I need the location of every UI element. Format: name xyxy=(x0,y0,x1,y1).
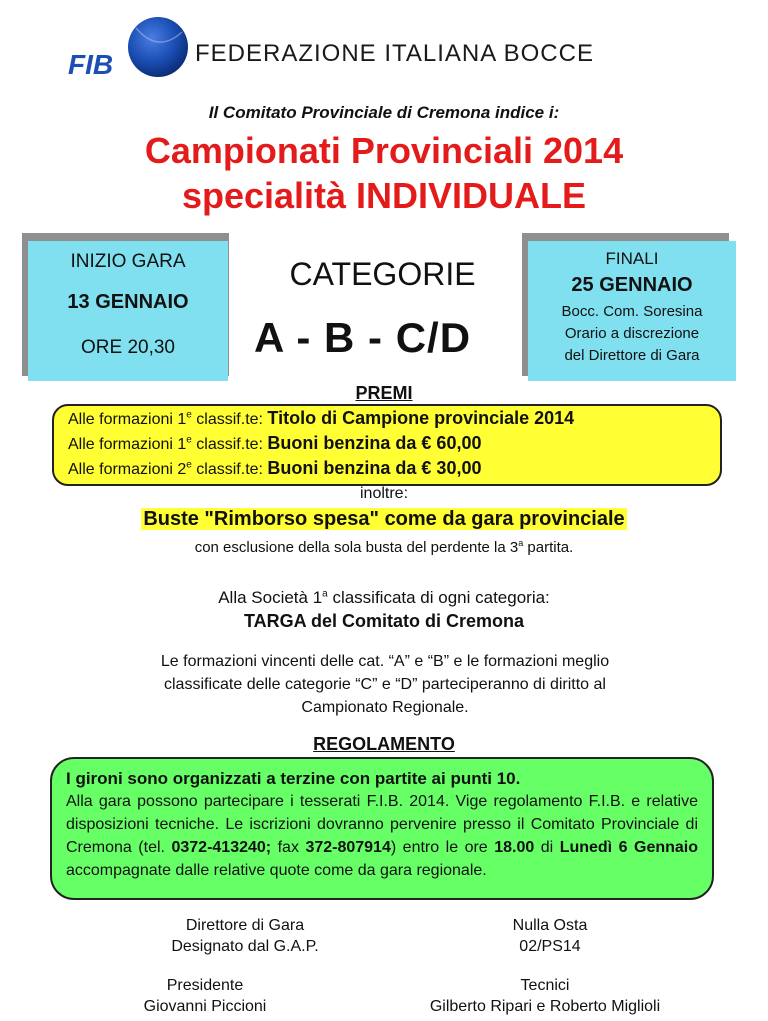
logo-text: FIB xyxy=(68,49,114,80)
rules-deadline-time: 18.00 xyxy=(494,839,535,856)
president-title: Presidente xyxy=(166,977,244,994)
also-text: inoltre: xyxy=(359,485,409,502)
rules-fax: 372-807914 xyxy=(305,839,391,856)
rules-phone: 0372-413240; xyxy=(171,839,272,856)
prize-value: Buoni benzina da € 30,00 xyxy=(267,458,482,478)
prize-sup: e xyxy=(186,459,192,471)
qualification-line1: Le formazioni vincenti delle cat. “A” e “B” e le formazioni meglio xyxy=(160,653,610,670)
qualification-line2: classificate delle categorie “C” e “D” parteciperanno di diritto al xyxy=(164,676,606,693)
exclusion-pre: con esclusione della sola busta del perdente la 3 xyxy=(194,539,519,556)
society-line xyxy=(0,588,768,608)
start-box xyxy=(28,241,228,381)
categories-values: A - B - C/D xyxy=(253,314,472,361)
prize-value: Titolo di Campione provinciale 2014 xyxy=(267,408,575,428)
permit-code: 02/PS14 xyxy=(519,938,581,955)
qualification-line3: Campionato Regionale. xyxy=(301,699,469,716)
president-signature xyxy=(80,975,330,1017)
technicians-signature xyxy=(380,975,710,1017)
exclusion-line xyxy=(0,538,768,556)
rules-heading: REGOLAMENTO xyxy=(313,734,455,754)
exclusion-post: partita. xyxy=(523,539,574,556)
society-award: TARGA del Comitato di Cremona xyxy=(243,611,524,631)
society-post: classificata di ogni categoria: xyxy=(327,588,550,607)
rules-body-1: Alla gara possono partecipare i tesserati F.I.B. 2014. Vige regolamento F.I.B. e relative disposizioni tecniche. Le iscrizioni dovranno pervenire presso il Comitato Provinciale di Cremona (tel. xyxy=(66,793,698,856)
prize-prefix: Alle formazioni 1 xyxy=(68,411,187,428)
prizes-box xyxy=(52,404,722,486)
categories-label: CATEGORIE xyxy=(289,256,476,292)
start-label: INIZIO GARA xyxy=(70,251,186,272)
start-date: 13 GENNAIO xyxy=(67,291,189,313)
rules-body xyxy=(66,790,698,882)
technicians-title: Tecnici xyxy=(520,977,570,994)
prize-row xyxy=(68,408,574,429)
prize-prefix: Alle formazioni 1 xyxy=(68,436,187,453)
prize-suffix: classif.te: xyxy=(191,411,268,428)
finals-venue: Bocc. Com. Soresina xyxy=(561,303,703,320)
intro-text: Il Comitato Provinciale di Cremona indice i: xyxy=(208,103,560,122)
technicians-names: Gilberto Ripari e Roberto Miglioli xyxy=(429,998,661,1015)
president-name: Giovanni Piccioni xyxy=(143,998,267,1015)
fib-logo xyxy=(58,14,198,84)
envelopes-highlight: Buste "Rimborso spesa" come da gara provinciale xyxy=(143,508,625,530)
prize-row xyxy=(68,458,481,479)
rules-body-3: ) entro le ore xyxy=(390,839,495,856)
rules-deadline-day: Lunedì 6 Gennaio xyxy=(559,839,699,856)
rules-box xyxy=(50,757,714,900)
finals-schedule-line2: del Direttore di Gara xyxy=(564,347,700,364)
director-name: Designato dal G.A.P. xyxy=(171,938,319,955)
permit-signature xyxy=(430,915,670,957)
prize-suffix: classif.te: xyxy=(191,436,268,453)
prize-sup: e xyxy=(186,434,192,446)
main-title: Campionati Provinciali 2014 xyxy=(144,130,624,171)
exclusion-sup: a xyxy=(518,538,524,548)
society-sup: a xyxy=(322,588,328,600)
prize-prefix: Alle formazioni 2 xyxy=(68,461,187,478)
envelopes-line xyxy=(0,508,768,531)
prize-row xyxy=(68,433,481,454)
bocce-ball-icon xyxy=(58,14,198,84)
qualification-text xyxy=(90,650,680,719)
rules-lead: I gironi sono organizzati a terzine con partite ai punti 10. xyxy=(66,769,521,788)
director-signature xyxy=(120,915,370,957)
main-subtitle: specialità INDIVIDUALE xyxy=(181,175,587,216)
prize-suffix: classif.te: xyxy=(191,461,268,478)
finals-box xyxy=(528,241,736,381)
prize-sup: e xyxy=(186,409,192,421)
director-title: Direttore di Gara xyxy=(185,917,305,934)
prizes-heading: PREMI xyxy=(355,383,413,403)
organization-name: FEDERAZIONE ITALIANA BOCCE xyxy=(195,40,594,67)
rules-body-5: accompagnate dalle relative quote come da gara regionale. xyxy=(66,862,487,879)
permit-title: Nulla Osta xyxy=(512,917,588,934)
society-pre: Alla Società 1 xyxy=(218,588,323,607)
finals-schedule-line1: Orario a discrezione xyxy=(564,325,700,342)
finals-date: 25 GENNAIO xyxy=(571,274,693,296)
start-time: ORE 20,30 xyxy=(81,337,175,358)
finals-label: FINALI xyxy=(605,249,659,268)
prize-value: Buoni benzina da € 60,00 xyxy=(267,433,482,453)
rules-body-4: di xyxy=(534,839,560,856)
rules-body-2: fax xyxy=(271,839,306,856)
